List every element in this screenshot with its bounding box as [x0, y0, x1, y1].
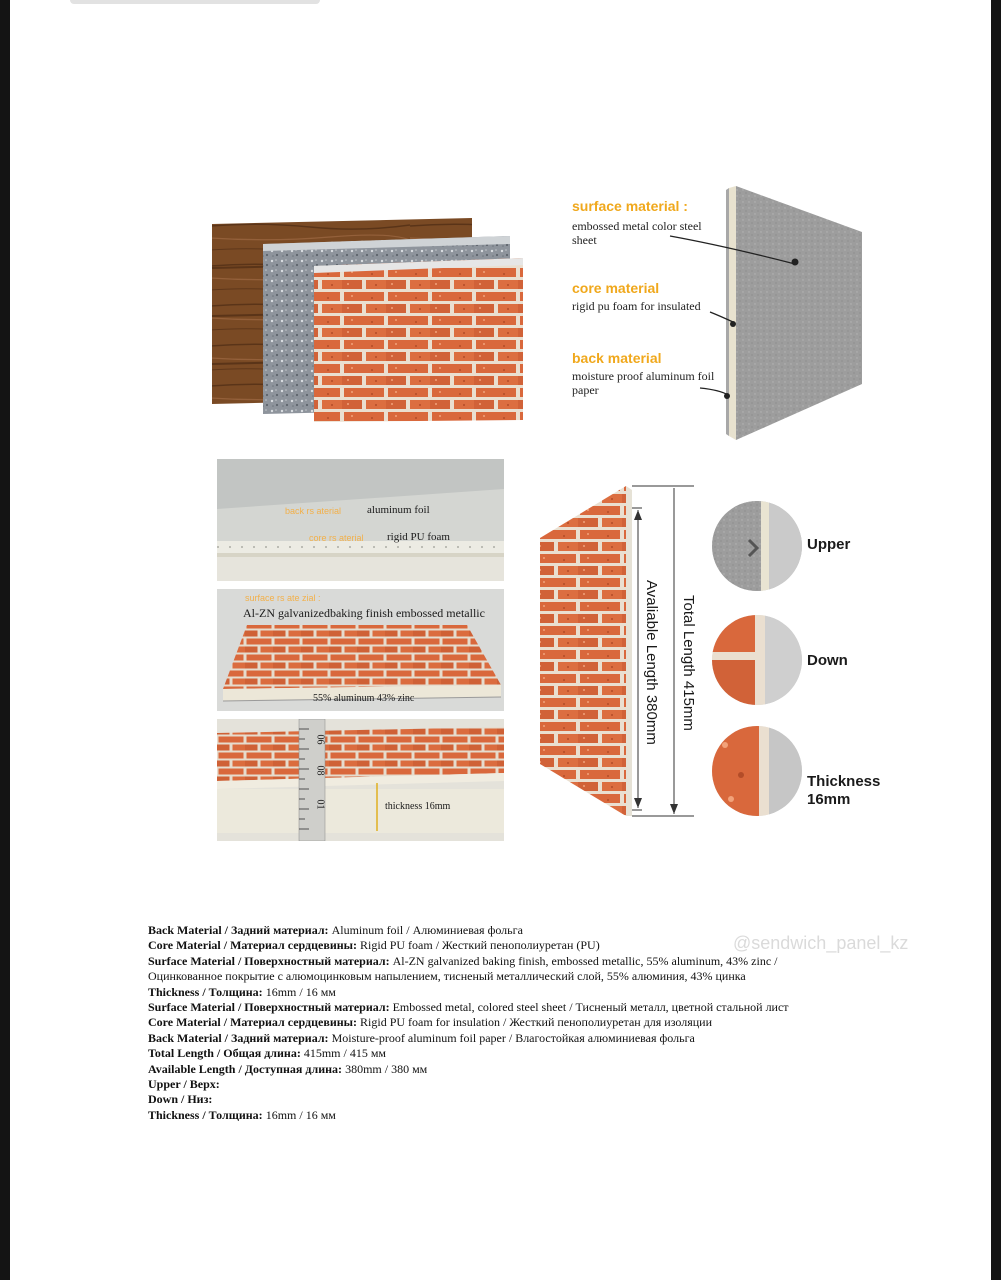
spec-row [148, 1031, 868, 1046]
spec-row [148, 985, 868, 1000]
total-length-label: Total Length 415mm [680, 595, 697, 731]
panel-samples-illustration [210, 218, 530, 423]
available-length-label: Avaliable Length 380mm [643, 580, 660, 745]
spec-value: Al-ZN galvanized baking finish, embossed metallic, 55% aluminum, 43% zinc / [389, 953, 778, 968]
spec-value: Rigid PU foam for insulation / Жесткий пенополиуретан для изоляции [357, 1015, 713, 1030]
photo-surface-desc: Al-ZN galvanizedbaking finish embossed metallic [243, 606, 485, 620]
spec-label: Core Material / Материал сердцевины: [148, 938, 358, 953]
spec-label: Back Material / Задний материал: [148, 923, 329, 937]
spec-value: Embossed metal, colored steel sheet / Тисненый металл, цветной стальной лист [389, 1000, 789, 1015]
spec-row [148, 938, 868, 953]
spec-label: Available Length / Доступная длина: [148, 1061, 343, 1076]
right-frame [991, 0, 1001, 1280]
spec-row [148, 1062, 868, 1077]
ruler-mark-2: 08 [314, 765, 326, 776]
spec-value: Rigid PU foam / Жесткий пенополиуретан (PU) [357, 938, 600, 953]
photo-core-desc: rigid PU foam [387, 531, 450, 543]
spec-value: 415mm / 415 мм [300, 1046, 387, 1061]
left-frame [0, 0, 10, 1280]
spec-row [148, 1077, 868, 1092]
photo-back-title: back rs aterial [285, 506, 342, 516]
spec-label: Thickness / Толщина: [148, 1107, 263, 1122]
spec-label: Down / Низ: [148, 1092, 213, 1107]
thickness-detail-circle [711, 725, 803, 817]
spec-row [148, 1046, 868, 1061]
ruler-mark-1: 06 [314, 734, 326, 745]
surface-material-title: surface material : [572, 198, 688, 214]
spec-row [148, 1000, 868, 1015]
photo-core-title: core rs aterial [309, 533, 364, 543]
spec-label: Upper / Верх: [148, 1077, 220, 1092]
spec-label: Back Material / Задний материал: [148, 1030, 329, 1045]
back-material-title: back material [572, 350, 662, 366]
core-material-title: core material [572, 280, 660, 296]
spec-value: Moisture-proof aluminum foil paper / Влагостойкая алюминиевая фольга [328, 1030, 695, 1045]
spec-value: Оцинкованное покрытие с алюмоцинковым напылением, тисненый металлический слой, 55% алюминия, 43% цинка [148, 969, 746, 984]
spec-row [148, 969, 868, 984]
thickness-callout-line2: 16mm [807, 791, 851, 808]
upper-callout-label: Upper [807, 536, 851, 553]
spec-label: Total Length / Общая длина: [148, 1046, 301, 1061]
spec-value: 16mm / 16 мм [262, 984, 336, 999]
spec-row [148, 1015, 868, 1030]
watermark: @sendwich_panel_kz [733, 933, 909, 953]
spec-label: Surface Material / Поверхностный материал: [148, 1000, 390, 1015]
photo-back-desc: aluminum foil [367, 504, 430, 516]
ruler-mark-3: 01 [314, 799, 326, 810]
spec-label: Core Material / Материал сердцевины: [148, 1015, 358, 1030]
surface-material-desc: embossed metal color steel sheet [572, 219, 702, 247]
spec-row [148, 954, 868, 969]
photo-thickness-label: thickness 16mm [385, 801, 451, 812]
photo-alloy-label: 55% aluminum 43% zinc [313, 693, 415, 704]
spec-value: Aluminum foil / Алюминиевая фольга [328, 923, 523, 937]
photo-surface-title: surface rs ate zial : [245, 593, 321, 603]
photo-thickness [217, 719, 504, 841]
spec-label: Thickness / Толщина: [148, 984, 263, 999]
down-callout-label: Down [807, 652, 848, 669]
upper-detail-circle [711, 500, 803, 592]
spec-label: Surface Material / Поверхностный материал: [148, 953, 390, 968]
photo-surface [217, 589, 504, 711]
spec-value: 380mm / 380 мм [342, 1061, 428, 1076]
brick-panel-illustration [534, 480, 704, 820]
back-material-desc: moisture proof aluminum foil paper [572, 369, 715, 397]
thickness-callout-line1: Thickness [807, 773, 881, 790]
top-edge-bar [70, 0, 320, 4]
core-material-desc: rigid pu foam for insulated [572, 299, 701, 313]
spec-value: 16mm / 16 мм [262, 1107, 336, 1122]
spec-row [148, 1092, 868, 1107]
down-detail-circle [711, 614, 803, 706]
photo-back-core [217, 459, 504, 581]
spec-text-block [148, 923, 868, 1123]
spec-row [148, 923, 868, 938]
spec-row [148, 1108, 868, 1123]
